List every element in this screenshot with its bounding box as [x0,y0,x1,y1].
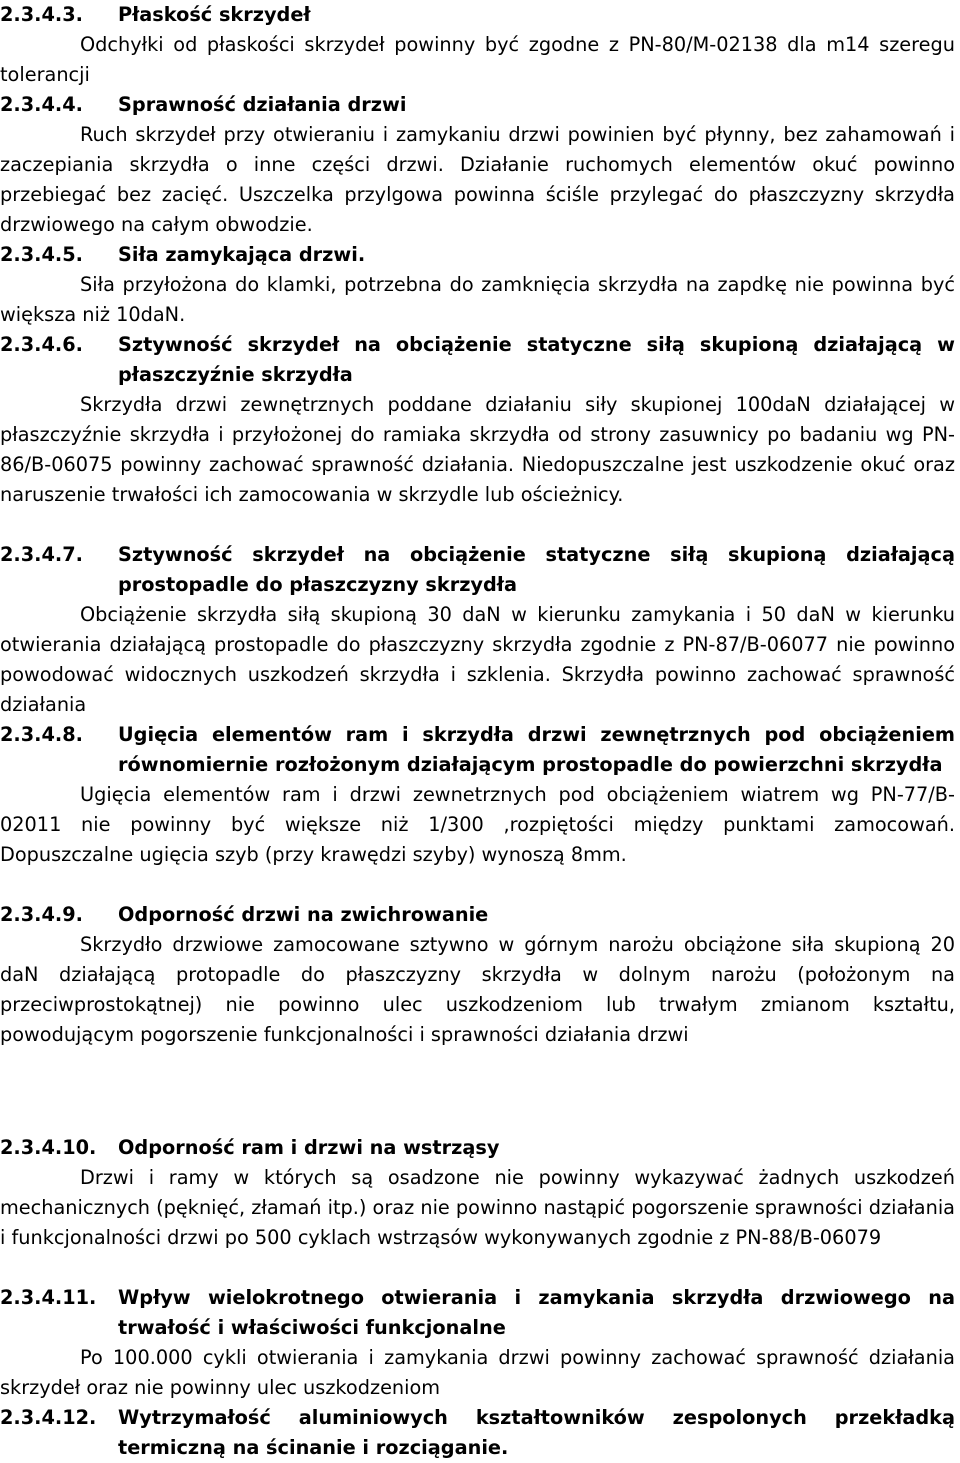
section-heading [0,900,955,930]
section-number: 2.3.4.9. [0,903,83,926]
section-number: 2.3.4.4. [0,93,83,116]
section-number: 2.3.4.3. [0,3,83,26]
section-title: Odporność ram i drzwi na wstrząsy [118,1136,500,1159]
section-2-3-4-8 [0,720,955,870]
section-number: 2.3.4.10. [0,1136,97,1159]
section-heading [0,720,955,780]
section-title: Wytrzymałość aluminiowych kształtowników zespolonych przekładką termiczną na ścinanie i rozciąganie. [118,1406,955,1459]
section-title: Siła zamykająca drzwi. [118,243,366,266]
section-title: Sztywność skrzydeł na obciążenie statyczne siłą skupioną działającą prostopadle do płaszczyzny skrzydła [118,543,955,596]
section-body: Obciążenie skrzydła siłą skupioną 30 daN w kierunku zamykania i 50 daN w kierunku otwierania działającą prostopadle do płaszczyzny skrzydła zgodnie z PN-87/B-06077 nie powinno powodować widocznych uszkodzeń skrzydła i szklenia. Skrzydła powinno zachować sprawność działania [0,603,955,716]
section-body: Skrzydło drzwiowe zamocowane sztywno w górnym narożu obciążone siła skupioną 20 daN działającą protopadle do płaszczyzny skrzydła w dolnym narożu (położonym na przeciwprostokątnej) nie powinno ulec uszkodzeniom lub trwałym zmianom kształtu, powodującym pogorszenie funkcjonalności i sprawności działania drzwi [0,933,955,1046]
section-title: Płaskość skrzydeł [118,3,311,26]
section-2-3-4-5 [0,240,955,330]
section-title: Sztywność skrzydeł na obciążenie statyczne siłą skupioną działającą w płaszczyźnie skrzydła [118,333,955,386]
section-number: 2.3.4.8. [0,723,83,746]
section-heading [0,90,955,120]
section-2-3-4-12 [0,1403,955,1463]
section-body: Po 100.000 cykli otwierania i zamykania drzwi powinny zachować sprawność działania skrzydeł oraz nie powinny ulec uszkodzeniom [0,1346,955,1399]
section-body: Odchyłki od płaskości skrzydeł powinny być zgodne z PN-80/M-02138 dla m14 szeregu tolerancji [0,33,955,86]
section-title: Odporność drzwi na zwichrowanie [118,903,489,926]
section-body: Ugięcia elementów ram i drzwi zewnetrznych pod obciążeniem wiatrem wg PN-77/B-02011 nie powinny być większe niż 1/300 ,rozpiętości między punktami zamocowań. Dopuszczalne ugięcia szyb (przy krawędzi szyby) wynoszą 8mm. [0,783,955,866]
section-2-3-4-10 [0,1133,955,1253]
section-body: Ruch skrzydeł przy otwieraniu i zamykaniu drzwi powinien być płynny, bez zahamowań i zaczepiania skrzydła o inne części drzwi. Działanie ruchomych elementów okuć powinno przebiegać bez zacięć. Uszczelka przylgowa powinna ściśle przylegać do płaszczyzny skrzydła drzwiowego na całym obwodzie. [0,123,955,236]
section-2-3-4-6 [0,330,955,510]
section-heading [0,240,955,270]
section-heading [0,540,955,600]
section-heading [0,330,955,390]
section-2-3-4-3 [0,0,955,90]
section-heading [0,1133,955,1163]
section-number: 2.3.4.6. [0,333,83,356]
section-heading [0,1283,955,1343]
section-number: 2.3.4.12. [0,1406,97,1429]
section-title: Ugięcia elementów ram i skrzydła drzwi zewnętrznych pod obciążeniem równomiernie rozłożonym działającym prostopadle do powierzchni skrzydła [118,723,955,776]
section-title: Wpływ wielokrotnego otwierania i zamykania skrzydła drzwiowego na trwałość i właściwości funkcjonalne [118,1286,955,1339]
section-title: Sprawność działania drzwi [118,93,407,116]
section-body: Drzwi i ramy w których są osadzone nie powinny wykazywać żadnych uszkodzeń mechanicznych (pęknięć, złamań itp.) oraz nie powinno nastąpić pogorszenie sprawności działania i funkcjonalności drzwi po 500 cyklach wstrząsów wykonywanych zgodnie z PN-88/B-06079 [0,1166,955,1249]
section-heading [0,0,955,30]
section-number: 2.3.4.11. [0,1286,97,1309]
section-number: 2.3.4.7. [0,543,83,566]
section-body: Siła przyłożona do klamki, potrzebna do zamknięcia skrzydła na zapdkę nie powinna być większa niż 10daN. [0,273,955,326]
section-2-3-4-11 [0,1283,955,1403]
section-heading [0,1403,955,1463]
section-number: 2.3.4.5. [0,243,83,266]
section-2-3-4-9 [0,900,955,1050]
section-2-3-4-4 [0,90,955,240]
section-2-3-4-7 [0,540,955,720]
section-body: Skrzydła drzwi zewnętrznych poddane działaniu siły skupionej 100daN działającej w płaszczyźnie skrzydła i przyłożonej do ramiaka skrzydła od strony zasuwnicy po badaniu wg PN-86/B-06075 powinny zachować sprawność działania. Niedopuszczalne jest uszkodzenie okuć oraz naruszenie trwałości ich zamocowania w skrzydle lub ościeżnicy. [0,393,955,506]
